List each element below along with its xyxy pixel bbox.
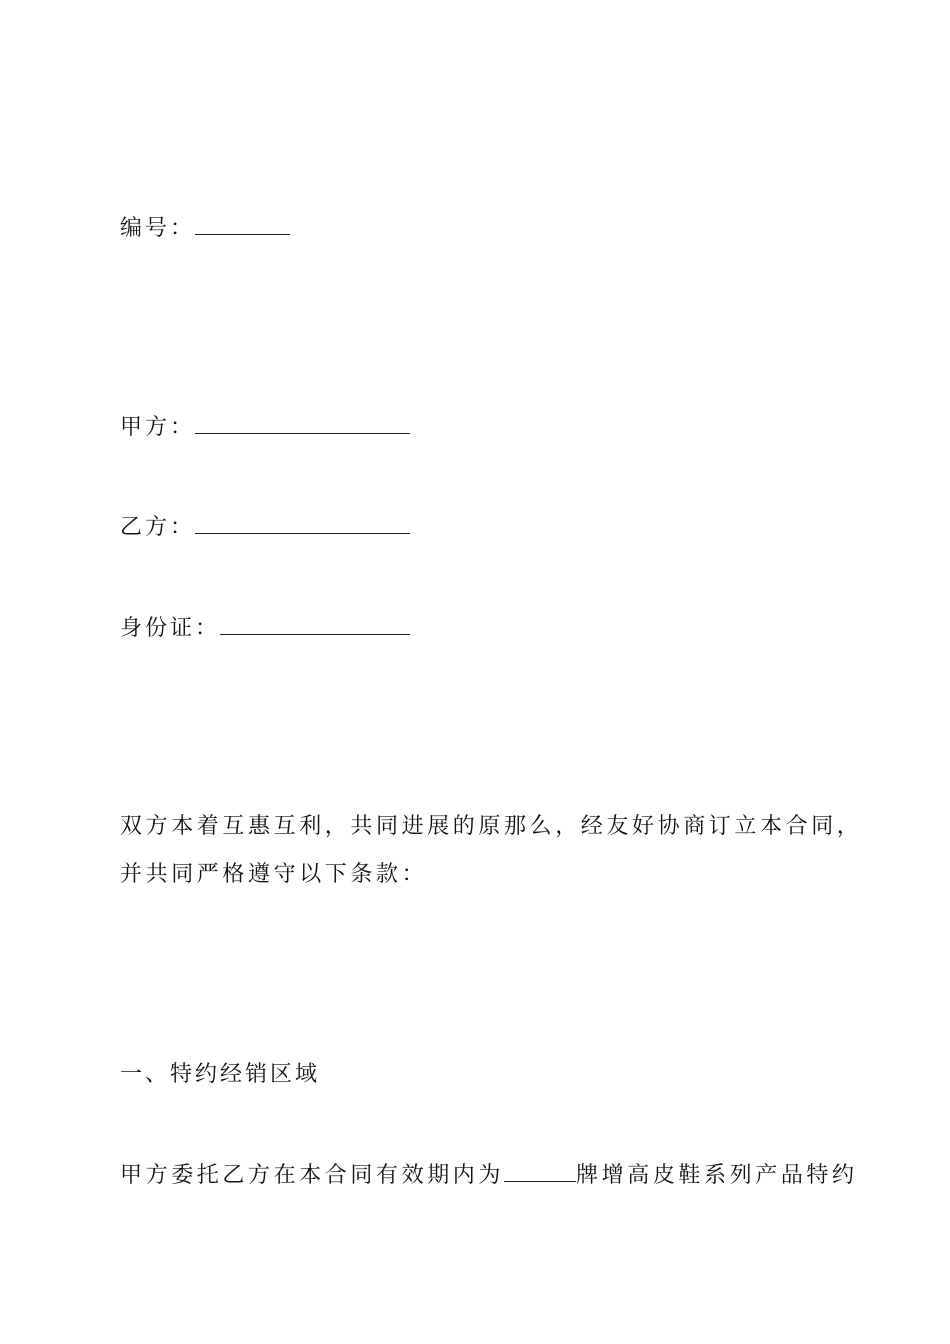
id-card-row [120,612,410,644]
contract-number-label: 编号： [120,216,196,241]
section-1-title: 一、特约经销区域 [120,1062,321,1087]
id-card-label: 身份证： [120,616,221,641]
preamble-line-2: 并共同严格遵守以下条款： [120,862,428,887]
section-1-text [120,1159,858,1191]
party-a-label: 甲方： [120,415,196,440]
preamble-line-1: 双方本着互惠互利，共同进展的原那么，经友好协商订立本合同， [120,814,863,839]
id-card-blank [220,612,410,635]
brand-name-blank [504,1159,576,1182]
contract-number-blank [195,212,290,235]
party-a-blank [195,411,410,434]
party-a-row [120,411,410,443]
section-1-text-part-a: 甲方委托乙方在本合同有效期内为 [120,1163,505,1188]
contract-number-row [120,212,290,244]
party-b-label: 乙方： [120,515,196,540]
party-b-row [120,511,410,543]
section-1-text-part-b: 牌增高皮鞋系列产品特约 [576,1163,858,1188]
party-b-blank [195,511,410,534]
